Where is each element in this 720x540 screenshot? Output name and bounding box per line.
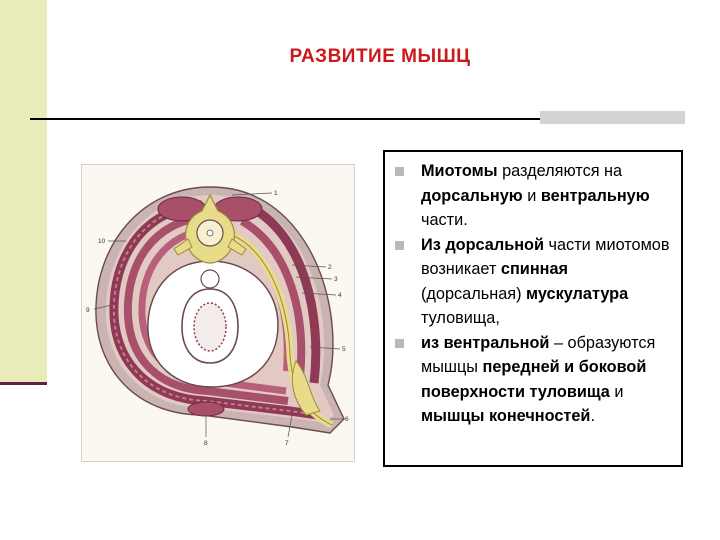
bullet-text-segment: спинная — [500, 260, 569, 278]
divider-gray-block — [540, 111, 685, 124]
bullet-text-segment: вентральную — [540, 186, 650, 205]
ventral-rectus-muscle — [188, 402, 224, 416]
bullet-text-segment: Из дорсальной — [421, 235, 544, 254]
figure-label-1: 1 — [274, 190, 278, 197]
bullet-text-segment: (дорсальная) — [421, 284, 527, 303]
bullet-item-2 — [421, 233, 673, 331]
bullet-list — [385, 152, 681, 429]
bullet-text-segment: Миотомы — [421, 162, 498, 180]
bullet-text-segment: туловища, — [421, 309, 500, 327]
bullet-square-icon — [395, 167, 404, 176]
bullet-text-segment: дорсальную — [421, 186, 523, 205]
figure-label-4: 4 — [338, 292, 342, 299]
cross-section-drawing — [82, 165, 354, 461]
figure-label-9: 9 — [86, 307, 90, 314]
figure-label-6: 6 — [345, 416, 349, 423]
figure-label-7: 7 — [285, 440, 289, 447]
bullet-text-segment: разделяются на — [497, 162, 623, 180]
text-box — [383, 150, 683, 467]
bullet-text-segment: из вентральной — [421, 333, 550, 352]
left-band-accent-line — [0, 382, 47, 385]
bullet-square-icon — [395, 339, 404, 348]
figure-label-5: 5 — [342, 346, 346, 353]
figure-label-2: 2 — [328, 264, 332, 271]
bullet-square-icon — [395, 241, 404, 250]
bullet-item-1 — [421, 159, 673, 233]
figure-label-3: 3 — [334, 276, 338, 283]
gut-lumen — [194, 303, 226, 351]
left-decorative-band — [0, 0, 47, 383]
bullet-text-segment: и — [609, 382, 624, 401]
title-divider — [30, 118, 540, 120]
figure-label-8: 8 — [204, 440, 208, 447]
bullet-text-segment: и — [522, 186, 541, 205]
figure-label-10: 10 — [98, 238, 106, 245]
central-canal — [207, 230, 213, 236]
bullet-text-segment: части миотомов возникает — [421, 235, 670, 278]
embryo-cross-section-figure — [81, 164, 355, 462]
slide-title: РАЗВИТИЕ МЫШЦ — [289, 46, 471, 67]
bullet-text-segment: мышцы конечностей — [421, 407, 591, 425]
bullet-text-segment: . — [590, 407, 595, 425]
bullet-item-3 — [421, 331, 673, 429]
bullet-text-segment: мускулатура — [526, 284, 629, 303]
aorta — [201, 270, 219, 288]
bullet-text-segment: – образуются мышцы — [421, 333, 656, 376]
bullet-text-segment: части. — [421, 211, 468, 229]
bullet-text-segment: передней и боковой поверхности туловища — [421, 358, 647, 401]
